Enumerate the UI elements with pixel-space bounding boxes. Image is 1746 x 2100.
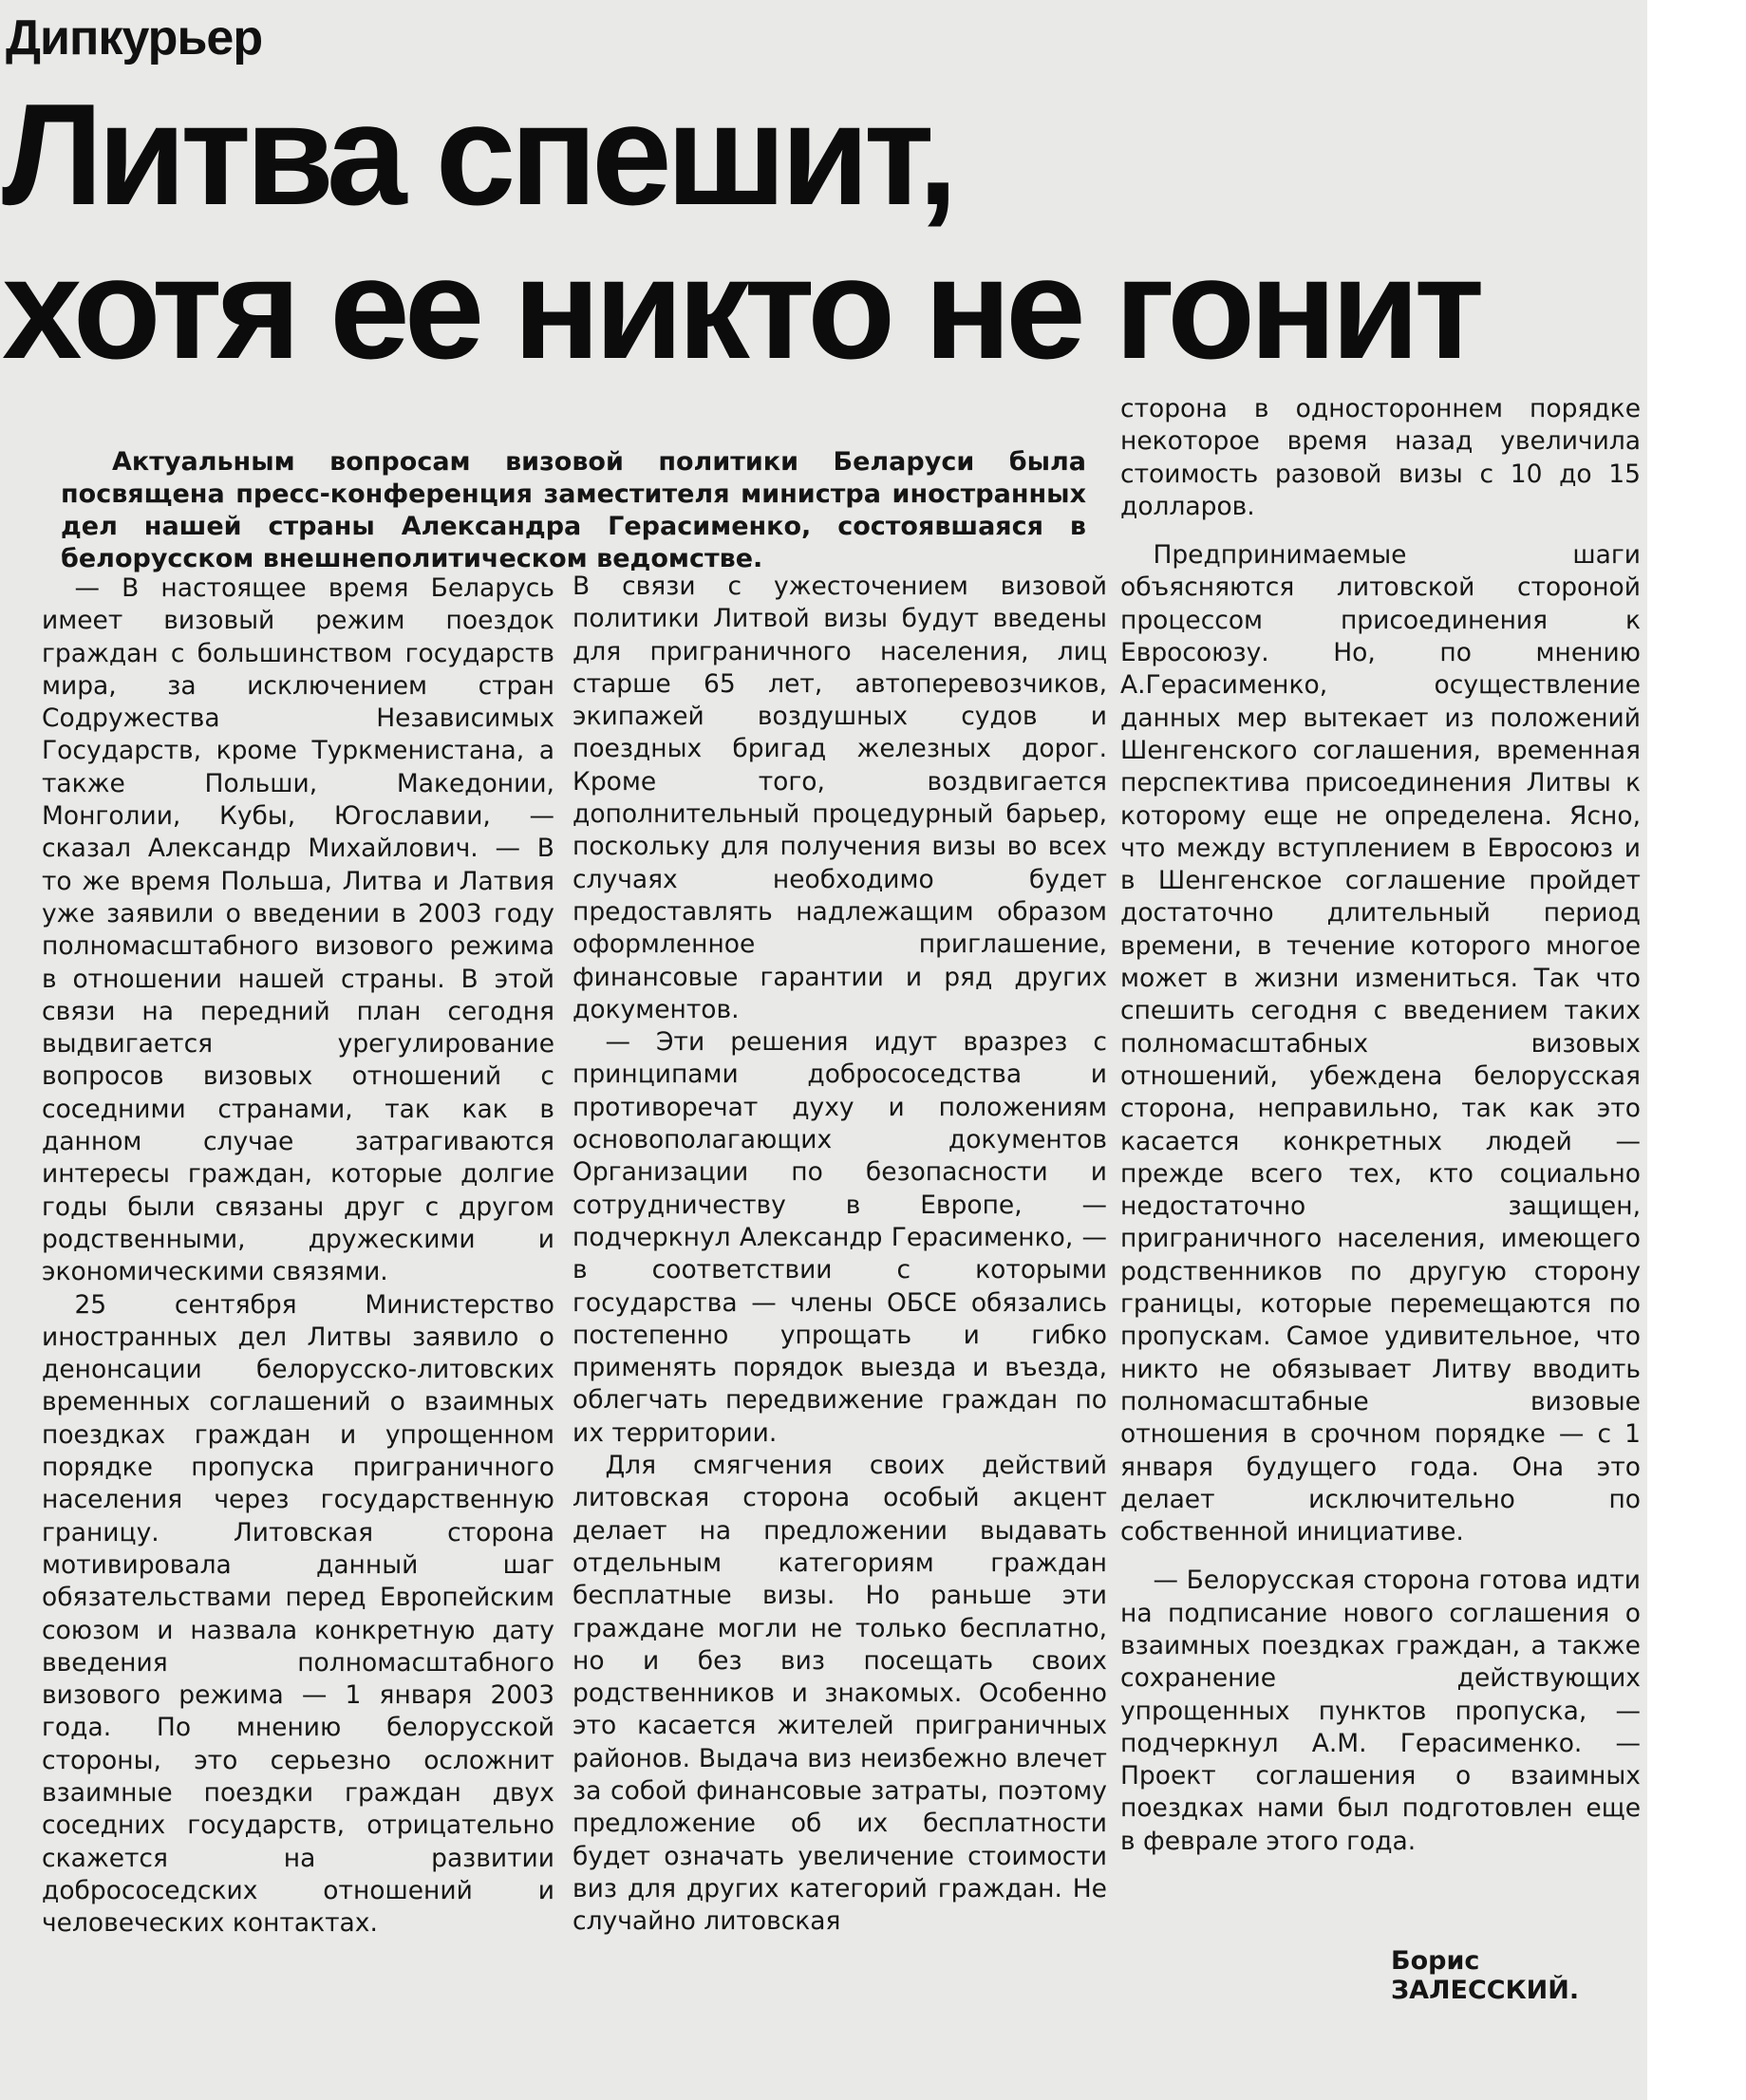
paragraph: Предпринимаемые шаги объясняются литовской стороной процессом присоединения к Евросоюзу. Но, по мнению А.Герасименко, осуществление данных мер вытекает из положений Шенгенского соглашения, временная перспектива присоединения Литвы к которому еще не определена. Ясно, что между вступлением в Евросоюз и в Шенгенское соглашение пройдет достаточно длительный период времени, в течение которого многое может в жизни измениться. Так что спешить сегодня с введением таких полномасштабных визовых отношений, убеждена белорусская сторона, неправильно, так как это касается конкретных людей — прежде всего тех, кто социально недостаточно защищен, приграничного населения, имеющего родственников по другую сторону границы, которые перемещаются по пропускам. Самое удивительное, что никто не обязывает Литву вводить полномасштабные визовые отношения в срочном порядке — с 1 января будущего года. Она это делает исключительно по собственной инициативе.	[1120, 540, 1641, 1547]
paragraph: 25 сентября Министерство иностранных дел Литвы заявило о денонсации белорусско-литовских временных соглашений о взаимных поездках граждан и упрощенном порядке пропуска приграничного населения через государственную границу. Литовская сторона мотивировала данный шаг обязательствами перед Европейским союзом и назвала конкретную дату введения полномасштабного визового режима — 1 января 2003 года. По мнению белорусской стороны, это серьезно осложнит взаимные поездки граждан двух соседних государств, отрицательно скажется на развитии добрососедских отношений и человеческих контактах.	[42, 1289, 554, 1939]
author-signature: Борис ЗАЛЕССКИЙ.	[1391, 1946, 1580, 2005]
paragraph: Для смягчения своих действий литовская сторона особый акцент делает на предложении выдавать отдельным категориям граждан бесплатные визы. Но раньше эти граждане могли не только бесплатно, но и без виз посещать своих родственников и знакомых. Особенно это касается жителей приграничных районов. Выдача виз неизбежно влечет за собой финансовые затраты, поэтому предложение об их бесплатности будет означать увеличение стоимости виз для других категорий граждан. Не случайно литовская	[573, 1451, 1107, 1937]
paragraph: В связи с ужесточением визовой политики Литвой визы будут введены для приграничного населения, лиц старше 65 лет, автоперевозчиков, экипажей воздушных судов и поездных бригад железных дорог. Кроме того, воздвигается дополнительный процедурный барьер, поскольку для получения визы во всех случаях необходимо будет предоставлять надлежащим образом оформленное приглашение, финансовые гарантии и ряд других документов.	[573, 572, 1107, 1024]
article-column-2	[573, 571, 1107, 1938]
paragraph: — Эти решения идут вразрез с принципами добрососедства и противоречат духу и положениям основополагающих документов Организации по безопасности и сотрудничеству в Европе, — подчеркнул Александр Герасименко, — в соответствии с которыми государства — члены ОБСЕ обязались постепенно упрощать и гибко применять порядок выезда и въезда, облегчать передвижение граждан по их территории.	[573, 1027, 1107, 1448]
article-headline	[2, 74, 1644, 389]
rubric-label: Дипкурьер	[6, 10, 263, 66]
paragraph: — В настоящее время Беларусь имеет визовый режим поездок граждан с большинством государств мира, за исключением стран Содружества Независимых Государств, кроме Туркменистана, а также Польши, Македонии, Монголии, Кубы, Югославии, — сказал Александр Михайлович. — В то же время Польша, Литва и Латвия уже заявили о введении в 2003 году полномасштабного визового режима в отношении нашей страны. В этой связи на передний план сегодня выдвигается урегулирование вопросов визовых отношений с соседними странами, так как в данном случае затрагиваются интересы граждан, которые долгие годы были связаны друг с другом родственными, дружескими и экономическими связями.	[42, 573, 554, 1287]
article-column-3	[1120, 393, 1641, 1858]
article-column-1	[42, 572, 554, 1940]
paragraph: сторона в одностороннем порядке некоторое время назад увеличила стоимость разовой визы с 10 до 15 долларов.	[1120, 394, 1641, 521]
headline-line-1: Литва спешит,	[2, 74, 952, 235]
article-lead: Актуальным вопросам визовой политики Беларуси была посвящена пресс-конференция заместителя министра иностранных дел нашей страны Александра Герасименко, состоявшаяся в белорусском внешнеполитическом ведомстве.	[61, 447, 1086, 573]
headline-line-2: хотя ее никто не гонит	[2, 228, 1479, 389]
paragraph: — Белорусская сторона готова идти на подписание нового соглашения о взаимных поездках граждан, а также сохранение действующих упрощенных пунктов пропуска, — подчеркнул А.М. Герасименко. — Проект соглашения о взаимных поездках нами был подготовлен еще в феврале этого года.	[1120, 1566, 1641, 1856]
